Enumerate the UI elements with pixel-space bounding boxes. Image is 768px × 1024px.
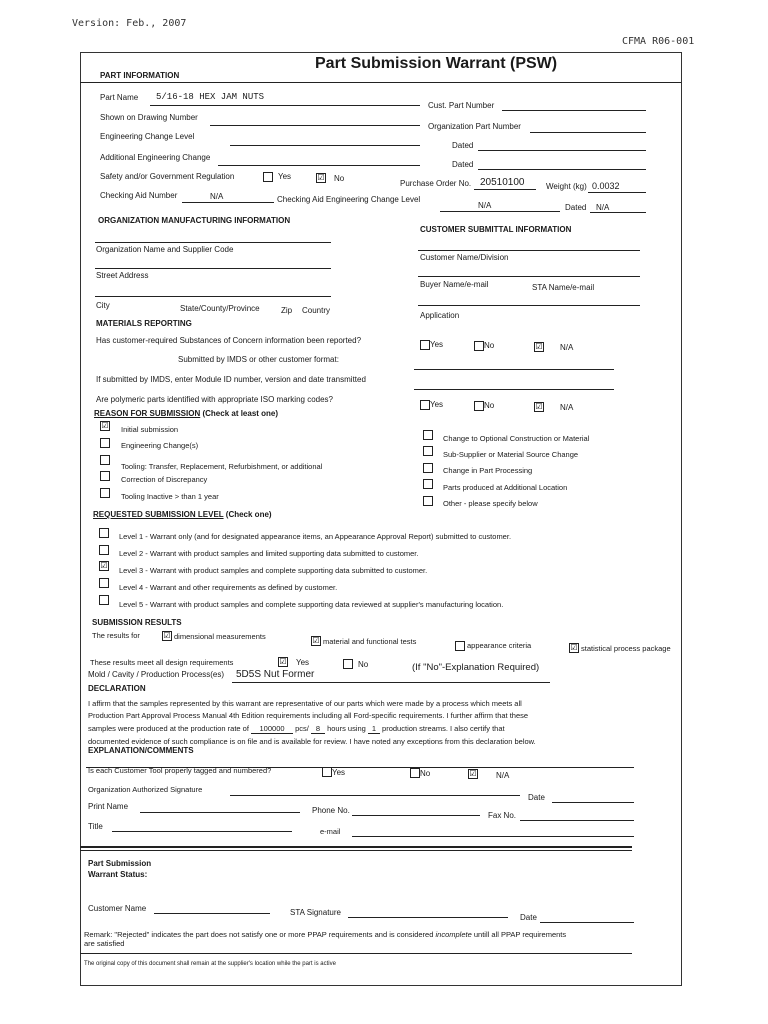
materials-q4-yes-checkbox[interactable]	[420, 400, 430, 410]
level-1-checkbox[interactable]	[99, 528, 109, 538]
zip-label: Zip	[281, 306, 293, 315]
form-code: CFMA R06-001	[622, 36, 695, 47]
reason-location-label: Parts produced at Additional Location	[443, 483, 568, 492]
cust-part-number-field[interactable]	[502, 110, 646, 111]
tool-question: Is each Customer Tool properly tagged and numbered?	[88, 766, 272, 775]
footer-note: The original copy of this document shall remain at the supplier's location while the part is active	[84, 961, 336, 967]
checking-aid-line	[182, 202, 274, 203]
level-4-label: Level 4 - Warrant and other requirements as defined by customer.	[119, 583, 338, 592]
street-field[interactable]	[95, 268, 331, 269]
remark-em: incomplete	[435, 930, 472, 939]
remark-text-2: untill all PPAP requirements	[473, 930, 567, 939]
drawing-number-field[interactable]	[210, 125, 420, 126]
materials-q4-yes-label: Yes	[430, 400, 444, 409]
level-1-label: Level 1 - Warrant only (and for designated appearance items, an Appearance Approval Report) submitted to customer.	[119, 532, 512, 541]
results-statistical-label: statistical process package	[581, 644, 671, 653]
reason-tooling-inactive-label: Tooling Inactive > than 1 year	[121, 492, 219, 501]
materials-q1-no-checkbox[interactable]	[474, 341, 484, 351]
title-divider	[80, 82, 681, 83]
sta-signature-label: STA Signature	[290, 908, 341, 917]
fax-field[interactable]	[520, 820, 634, 821]
materials-q3-field[interactable]	[414, 389, 614, 390]
checking-aid-value[interactable]: N/A	[210, 192, 224, 201]
mold-line	[232, 682, 550, 683]
remark-line-2: are satisfied	[84, 939, 125, 948]
materials-header: MATERIALS REPORTING	[96, 319, 192, 328]
status-divider-2	[80, 850, 632, 851]
sta-label: STA Name/e-mail	[532, 283, 595, 292]
customer-name-sig-label: Customer Name	[88, 904, 147, 913]
po-label: Purchase Order No.	[400, 179, 472, 188]
results-header: SUBMISSION RESULTS	[92, 618, 182, 627]
materials-q1: Has customer-required Substances of Concern information been reported?	[96, 336, 362, 345]
reason-eng-change-checkbox[interactable]	[100, 438, 110, 448]
declaration-line-1: I affirm that the samples represented by this warrant are representative of our parts which were made by a process which meets all	[88, 699, 522, 708]
part-name-line	[150, 105, 420, 106]
results-meet-label: These results meet all design requirements	[90, 658, 234, 667]
print-name-field[interactable]	[140, 812, 300, 813]
reason-eng-change-label: Engineering Change(s)	[121, 441, 199, 450]
declaration-line-3a: samples were produced at the production rate of	[88, 724, 249, 733]
customer-name-label: Customer Name/Division	[420, 253, 509, 262]
results-explanation-note: (If "No"-Explanation Required)	[412, 662, 540, 673]
buyer-field[interactable]	[418, 276, 640, 277]
production-rate-value[interactable]: 100000	[251, 724, 293, 734]
declaration-line-2: Production Part Approval Process Manual 4th Edition requirements including all Ford-specific requirements. I further affirm that these	[88, 711, 529, 720]
tool-yes-label: Yes	[332, 768, 346, 777]
status-divider	[80, 846, 632, 848]
title-label: Title	[88, 822, 103, 831]
reason-correction-checkbox[interactable]	[100, 471, 110, 481]
level-title: REQUESTED SUBMISSION LEVEL	[93, 510, 224, 519]
reason-initial-label: Initial submission	[121, 425, 179, 434]
safety-yes-label: Yes	[278, 172, 292, 181]
phone-field[interactable]	[352, 815, 480, 816]
auth-signature-field[interactable]	[230, 795, 520, 796]
tool-na-label: N/A	[496, 771, 510, 780]
remark-line-1	[84, 930, 566, 939]
form-title: Part Submission Warrant (PSW)	[315, 55, 558, 72]
org-name-field[interactable]	[95, 242, 331, 243]
checking-aid-label: Checking Aid Number	[100, 191, 178, 200]
materials-q1-na-label: N/A	[560, 343, 574, 352]
materials-q4-na-checkbox[interactable]: ☑	[535, 402, 543, 411]
weight-label: Weight (kg)	[546, 182, 587, 191]
safety-yes-checkbox[interactable]	[263, 172, 273, 182]
materials-q2-field[interactable]	[414, 369, 614, 370]
declaration-line-4: documented evidence of such compliance is on file and is available for review. I have noted any exceptions from this declaration below.	[88, 737, 536, 746]
fax-label: Fax No.	[488, 811, 517, 820]
level-note: (Check one)	[225, 510, 272, 519]
dated-label-2: Dated	[452, 160, 474, 169]
application-field[interactable]	[418, 305, 640, 306]
results-meet-no-checkbox[interactable]	[343, 659, 353, 669]
eng-change-level-label: Engineering Change Level	[100, 132, 195, 141]
additional-change-field[interactable]	[218, 165, 420, 166]
version-label: Version: Feb., 2007	[72, 18, 187, 29]
part-info-header: PART INFORMATION	[100, 71, 180, 80]
materials-q4-no-label: No	[484, 401, 495, 410]
reason-other-label: Other - please specify below	[443, 499, 538, 508]
materials-q2: Submitted by IMDS or other customer format:	[178, 355, 339, 364]
status-date-label: Date	[520, 913, 537, 922]
phone-label: Phone No.	[312, 806, 350, 815]
reason-tooling-inactive-checkbox[interactable]	[100, 488, 110, 498]
additional-change-label: Additional Engineering Change	[100, 153, 211, 162]
cust-part-number-label: Cust. Part Number	[428, 101, 495, 110]
materials-q1-na-checkbox[interactable]: ☑	[535, 342, 543, 351]
dated-value-3[interactable]: N/A	[596, 203, 610, 212]
results-statistical-checkbox[interactable]: ☑	[570, 643, 578, 652]
customer-info-header: CUSTOMER SUBMITTAL INFORMATION	[420, 225, 572, 234]
materials-q1-no-label: No	[484, 341, 495, 350]
print-name-label: Print Name	[88, 802, 129, 811]
reason-header	[94, 409, 278, 418]
mold-label: Mold / Cavity / Production Process(es)	[88, 670, 225, 679]
results-meet-yes-checkbox[interactable]: ☑	[279, 657, 287, 666]
checking-aid-change-value[interactable]: N/A	[478, 201, 492, 210]
status-label-2: Warrant Status:	[88, 870, 148, 879]
reason-optional-construction-checkbox[interactable]	[423, 430, 433, 440]
level-2-checkbox[interactable]	[99, 545, 109, 555]
auth-signature-label: Organization Authorized Signature	[88, 785, 203, 794]
signature-date-label: Date	[528, 793, 545, 802]
level-4-checkbox[interactable]	[99, 578, 109, 588]
reason-optional-construction-label: Change to Optional Construction or Material	[443, 434, 590, 443]
weight-value[interactable]: 0.0032	[592, 181, 620, 191]
email-field[interactable]	[352, 836, 634, 837]
sta-signature-field[interactable]	[348, 917, 508, 918]
level-5-label: Level 5 - Warrant with product samples and complete supporting data reviewed at supplier's manufacturing location.	[119, 600, 504, 609]
results-dimensional-label: dimensional measurements	[174, 632, 266, 641]
email-label: e-mail	[320, 827, 341, 836]
safety-no-label: No	[334, 174, 345, 183]
materials-q1-yes-label: Yes	[430, 340, 444, 349]
reason-subsupplier-label: Sub-Supplier or Material Source Change	[443, 450, 579, 459]
dated-label-3: Dated	[565, 203, 587, 212]
reason-title: REASON FOR SUBMISSION	[94, 409, 201, 418]
tool-no-label: No	[420, 769, 431, 778]
signature-date-field[interactable]	[552, 802, 634, 803]
weight-line	[588, 192, 646, 193]
results-meet-no-label: No	[358, 660, 369, 669]
reason-subsupplier-checkbox[interactable]	[423, 446, 433, 456]
reason-initial-checkbox[interactable]: ☑	[101, 421, 109, 430]
reason-correction-label: Correction of Discrepancy	[121, 475, 208, 484]
reason-tooling-label: Tooling: Transfer, Replacement, Refurbishment, or additional	[121, 462, 323, 471]
city-label: City	[96, 301, 110, 310]
status-date-field[interactable]	[540, 922, 634, 923]
checking-aid-change-label: Checking Aid Engineering Change Level	[277, 195, 421, 204]
explanation-header: EXPLANATION/COMMENTS	[88, 746, 194, 755]
po-line	[474, 189, 536, 190]
org-info-header: ORGANIZATION MANUFACTURING INFORMATION	[98, 216, 291, 225]
results-meet-yes-label: Yes	[296, 658, 310, 667]
reason-note: (Check at least one)	[202, 409, 279, 418]
dated-label-1: Dated	[452, 141, 474, 150]
reason-other-checkbox[interactable]	[423, 496, 433, 506]
declaration-line-3d: production streams. I also certify that	[382, 724, 505, 733]
part-name-label: Part Name	[100, 93, 139, 102]
customer-name-field[interactable]	[418, 250, 640, 251]
buyer-label: Buyer Name/e-mail	[420, 280, 489, 289]
level-5-checkbox[interactable]	[99, 595, 109, 605]
level-3-label: Level 3 - Warrant with product samples and complete supporting data submitted to customer.	[119, 566, 428, 575]
part-name-value[interactable]: 5/16-18 HEX JAM NUTS	[156, 92, 265, 102]
streams-value[interactable]: 1	[368, 724, 380, 734]
org-part-number-field[interactable]	[530, 132, 646, 133]
materials-q4-na-label: N/A	[560, 403, 574, 412]
status-label-1: Part Submission	[88, 859, 152, 868]
results-appearance-label: appearance criteria	[467, 641, 532, 650]
materials-q4-no-checkbox[interactable]	[474, 401, 484, 411]
checking-aid-change-line	[440, 211, 560, 212]
level-2-label: Level 2 - Warrant with product samples and limited supporting data submitted to customer.	[119, 549, 419, 558]
reason-location-checkbox[interactable]	[423, 479, 433, 489]
eng-change-level-field[interactable]	[230, 145, 420, 146]
declaration-line-3	[88, 724, 505, 734]
declaration-line-3b: pcs/	[295, 724, 309, 733]
dated-field-2[interactable]	[478, 169, 646, 170]
street-label: Street Address	[96, 271, 149, 280]
results-dimensional-checkbox[interactable]: ☑	[163, 631, 171, 640]
org-part-number-label: Organization Part Number	[428, 122, 521, 131]
reason-processing-label: Change in Part Processing	[443, 466, 533, 475]
materials-q1-yes-checkbox[interactable]	[420, 340, 430, 350]
title-field[interactable]	[112, 831, 292, 832]
state-label: State/County/Province	[180, 304, 260, 313]
customer-name-sig-field[interactable]	[154, 913, 270, 914]
declaration-line-3c: hours using	[327, 724, 366, 733]
safety-no-checkbox[interactable]: ☑	[317, 173, 325, 182]
tool-no-checkbox[interactable]	[410, 768, 420, 778]
results-appearance-checkbox[interactable]	[455, 641, 465, 651]
dated-field-1[interactable]	[478, 150, 646, 151]
drawing-number-label: Shown on Drawing Number	[100, 113, 198, 122]
mold-value[interactable]: 5D5S Nut Former	[236, 669, 315, 680]
remark-text-1: Remark: "Rejected" indicates the part does not satisfy one or more PPAP requirements and is considered	[84, 930, 434, 939]
materials-q3: If submitted by IMDS, enter Module ID number, version and date transmitted	[96, 375, 366, 384]
safety-label: Safety and/or Government Regulation	[100, 172, 235, 181]
country-label: Country	[302, 306, 331, 315]
city-field[interactable]	[95, 296, 331, 297]
application-label: Application	[420, 311, 460, 320]
level-header	[93, 510, 272, 519]
reason-tooling-checkbox[interactable]	[100, 455, 110, 465]
dated-line-3	[590, 212, 646, 213]
level-3-checkbox[interactable]: ☑	[100, 561, 108, 570]
footer-divider	[80, 953, 632, 954]
results-for-label: The results for	[92, 631, 140, 640]
tool-na-checkbox[interactable]: ☑	[469, 769, 477, 778]
org-name-label: Organization Name and Supplier Code	[96, 245, 234, 254]
tool-yes-checkbox[interactable]	[322, 767, 332, 777]
results-material-label: material and functional tests	[323, 637, 417, 646]
po-value[interactable]: 20510100	[480, 177, 525, 188]
declaration-header: DECLARATION	[88, 684, 146, 693]
hours-value[interactable]: 8	[311, 724, 325, 734]
reason-processing-checkbox[interactable]	[423, 463, 433, 473]
results-material-checkbox[interactable]: ☑	[312, 636, 320, 645]
materials-q4: Are polymeric parts identified with appropriate ISO marking codes?	[96, 395, 333, 404]
